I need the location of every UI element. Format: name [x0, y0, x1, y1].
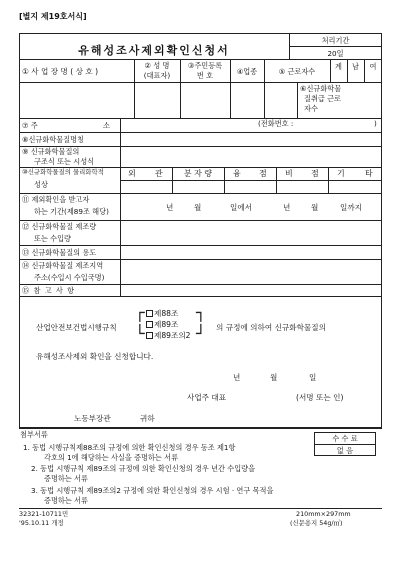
applicant-label: 사업주 대표: [187, 393, 227, 402]
gender-male-label: 남: [352, 62, 359, 71]
bracket-open-bottom: └: [135, 324, 145, 343]
field-id-number-label-2: 번 호: [196, 71, 214, 80]
field-period-label-2: 하는 기간(제89조 해당): [34, 207, 109, 216]
field-address-label-2: 소: [103, 121, 110, 130]
attachment-2-line-2: 증명하는 서류: [44, 474, 88, 483]
field-workers-label: ⑤ 근로자수: [278, 67, 316, 76]
checkbox-89-2[interactable]: [146, 332, 153, 339]
period-to-year: 년: [283, 203, 291, 212]
fee-label: 수 수 료: [332, 434, 358, 443]
date-month: 월: [270, 373, 278, 382]
gender-total-label: 계: [335, 62, 342, 71]
date-year: 년: [233, 373, 241, 382]
bracket-close: ┐: [196, 303, 206, 322]
period-from-day: 일에서: [230, 203, 253, 212]
period-from-year: 년: [166, 203, 174, 212]
option-article-88[interactable]: 제88조: [146, 309, 178, 318]
checkbox-88[interactable]: [146, 310, 153, 317]
col-appearance-2: 관: [155, 169, 163, 178]
col-melting-1: 융: [233, 169, 241, 178]
field-address-label: ⑦ 주: [22, 121, 38, 130]
field-region-label-2: 주소(수입시 수입국명): [34, 273, 105, 282]
form-title: 유해성조사제외확인신청서: [78, 44, 230, 57]
col-other-1: 기: [337, 169, 345, 178]
recipient-suffix: 귀하: [140, 414, 155, 423]
col-appearance-1: 외: [128, 169, 136, 178]
gender-female-label: 여: [369, 62, 377, 71]
signature-label: (서명 또는 인): [296, 393, 344, 402]
processing-period-value: 20일: [327, 49, 344, 58]
field-chem-workers-label-1: ⑥신규화학물: [300, 84, 342, 93]
field-representative-label: (대표자): [143, 71, 171, 80]
checkbox-89[interactable]: [146, 321, 153, 328]
field-structure-label-2: 구조식 또는 시성식: [34, 157, 95, 166]
bracket-close-bottom: ┘: [196, 324, 206, 343]
col-melting-2: 점: [259, 169, 267, 178]
statement-suffix: 의 규정에 의하여 신규화학물질의: [216, 323, 326, 332]
field-usage-label: ⑬ 신규화학물질의 용도: [22, 248, 97, 257]
phone-close: ): [374, 119, 377, 128]
processing-period-label: 처리기간: [321, 36, 350, 45]
field-period-label-1: ⑪ 제외확인을 받고자: [22, 195, 90, 204]
attachments-heading: 첨부서류: [20, 430, 48, 439]
attachment-3-line-2: 증명하는 서류: [44, 496, 88, 505]
attachment-1-line-2: 각호의 1에 해당하는 사실을 증명하는 서류: [44, 453, 179, 462]
field-industry-label: ④업종: [236, 67, 258, 76]
form-number-label: [별지 제19호서식]: [19, 12, 87, 21]
field-name-label: ② 성 명: [144, 61, 170, 70]
col-molecular-weight: 분 자 량: [183, 169, 213, 178]
statement-regulation: 산업안전보건법시행규칙: [36, 323, 117, 332]
date-day: 일: [309, 373, 317, 382]
recipient-label: 노동부장관: [74, 414, 111, 423]
field-chem-name-label: ⑧신규화학물질명칭: [22, 135, 84, 144]
period-to-day: 일까지: [340, 203, 363, 212]
phone-label: (전화번호 :: [258, 119, 294, 128]
field-id-number-label: ③주민등록: [187, 61, 223, 70]
col-boiling-1: 비: [285, 169, 293, 178]
attachment-2-line-1: 2. 동법 시행규칙 제89조의 규정에 의한 확인신청의 경우 년간 수입량을: [31, 464, 256, 473]
field-chem-workers-label-3: 자수: [304, 104, 318, 113]
field-chem-workers-label-2: 질취급 근로: [304, 94, 342, 103]
field-business-name-label: ① 사 업 장 명 ( 상 호 ): [22, 67, 99, 76]
option-article-89[interactable]: 제89조: [146, 320, 178, 329]
field-region-label-1: ⑭ 신규화학물질 제조지역: [22, 261, 104, 270]
footer-paper: (신문용지 54g/㎡): [290, 519, 343, 527]
attachment-3-line-1: 3. 동법 시행규칙 제89조의2 규정에 의한 확인신청의 경우 시험 · 연구 목적을: [31, 486, 274, 495]
footer-date: '95.10.11 개정: [19, 519, 64, 527]
footer-code: 32321-10711민: [19, 510, 69, 518]
attachment-1-line-1: 1. 동법 시행규칙제88조의 규정에 의한 확인신청의 경우 동조 제1항: [23, 443, 236, 452]
footer-size: 210mm×297mm: [296, 510, 351, 518]
period-from-month: 월: [194, 203, 202, 212]
col-boiling-2: 점: [311, 169, 319, 178]
field-notes-label: ⑮ 참 고 사 항: [22, 286, 76, 295]
option-article-89-2[interactable]: 제89조의2: [146, 331, 191, 340]
fee-value: 없 음: [336, 446, 354, 455]
field-physchem-label-2: 성상: [34, 180, 48, 189]
col-other-2: 타: [365, 169, 373, 178]
field-structure-label-1: ⑨ 신규화학물질의: [22, 147, 80, 156]
field-physchem-label-1: ⑩신규화학물질의 물리화학적: [22, 168, 104, 176]
field-quantity-label-2: 또는 수입량: [34, 234, 72, 243]
bracket-open: ┌: [135, 303, 145, 322]
period-to-month: 월: [311, 203, 319, 212]
field-quantity-label-1: ⑫ 신규화학물질 제조량: [22, 222, 97, 231]
statement-line2: 유해성조사제외 확인을 신청합니다.: [36, 352, 154, 361]
